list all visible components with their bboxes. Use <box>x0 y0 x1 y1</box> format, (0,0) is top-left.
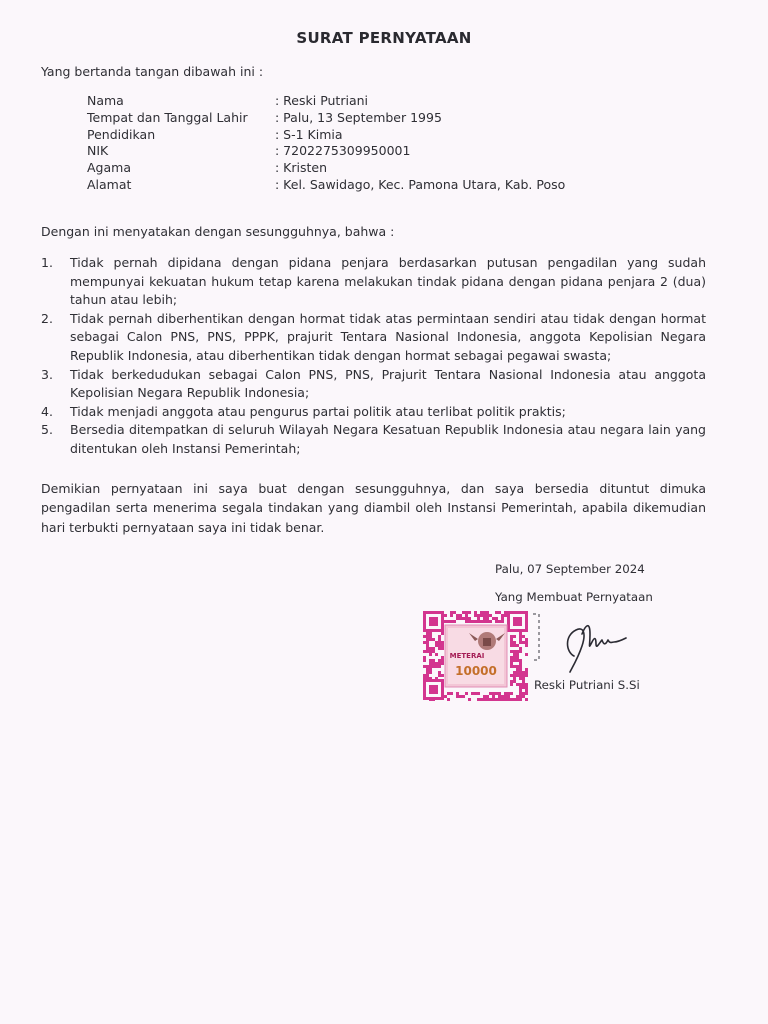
list-item-text: Tidak pernah dipidana dengan pidana penjara berdasarkan putusan pengadilan yang sudah mempunyai kekuatan hukum tetap karena melakukan tindak pidana dengan pidana penjara 2 (dua) tahun atau lebih; <box>70 255 706 308</box>
place-date: Palu, 07 September 2024 <box>495 562 645 576</box>
identity-value: : Reski Putriani <box>275 93 369 108</box>
meterai-label: METERAI <box>449 652 485 660</box>
signer-name: Reski Putriani S.Si <box>534 678 640 692</box>
list-item-number: 1. <box>41 255 53 270</box>
identity-table <box>87 93 565 194</box>
identity-row-birth <box>87 110 565 127</box>
identity-value: : Palu, 13 September 1995 <box>275 109 442 125</box>
list-item <box>41 403 706 422</box>
identity-row-religion <box>87 160 565 177</box>
identity-label: NIK <box>87 143 109 159</box>
identity-row-name <box>87 93 565 110</box>
document-title: SURAT PERNYATAAN <box>296 29 472 47</box>
identity-label: Pendidikan <box>87 126 156 142</box>
identity-label: Agama <box>87 160 131 176</box>
list-item <box>41 254 706 310</box>
identity-label: Nama <box>87 93 124 108</box>
stamp-bracket <box>531 612 543 662</box>
identity-value: : S-1 Kimia <box>275 126 343 142</box>
identity-value: : Kristen <box>275 160 328 176</box>
closing-paragraph: Demikian pernyataan ini saya buat dengan sesungguhnya, dan saya bersedia dituntut dimuka pengadilan serta menerima segala tindakan yang diambil oleh Instansi Pemerintah, apabila dikemudian hari terbukti pernyataan saya ini tidak benar. <box>41 481 706 535</box>
identity-value: : Kel. Sawidago, Kec. Pamona Utara, Kab. Poso <box>275 176 566 192</box>
signature-image <box>560 612 632 674</box>
list-item <box>41 421 706 458</box>
list-item-number: 4. <box>41 403 53 419</box>
meterai-stamp <box>423 611 530 701</box>
identity-row-address <box>87 177 565 194</box>
statement-intro: Dengan ini menyatakan dengan sesungguhnya, bahwa : <box>41 224 395 239</box>
identity-row-education <box>87 127 565 144</box>
meterai-value: 10000 <box>455 664 497 678</box>
list-item <box>41 310 706 366</box>
list-item-number: 2. <box>41 310 53 326</box>
list-item-text: Tidak menjadi anggota atau pengurus partai politik atau terlibat politik praktis; <box>70 403 566 419</box>
identity-value: : 7202275309950001 <box>275 143 411 159</box>
identity-row-nik <box>87 143 565 160</box>
list-item-number: 3. <box>41 366 53 382</box>
identity-label: Tempat dan Tanggal Lahir <box>87 109 248 125</box>
meterai-stamp-graphic <box>423 611 530 701</box>
intro-text: Yang bertanda tangan dibawah ini : <box>41 64 264 79</box>
list-item-text: Tidak pernah diberhentikan dengan hormat tidak atas permintaan sendiri atau tidak dengan hormat sebagai Calon PNS, PNS, PPPK, prajurit Tentara Nasional Indonesia, anggota Kepolisian Negara Republik Indonesia, atau diberhentikan tidak dengan hormat sebagai pegawai swasta; <box>70 310 706 363</box>
maker-label: Yang Membuat Pernyataan <box>495 590 653 604</box>
list-item-text: Bersedia ditempatkan di seluruh Wilayah Negara Kesatuan Republik Indonesia atau negara lain yang ditentukan oleh Instansi Pemerintah; <box>70 422 706 456</box>
list-item-text: Tidak berkedudukan sebagai Calon PNS, PNS, Prajurit Tentara Nasional Indonesia atau anggota Kepolisian Negara Republik Indonesia; <box>70 366 706 401</box>
identity-label: Alamat <box>87 176 132 192</box>
list-item <box>41 366 706 403</box>
list-item-number: 5. <box>41 422 53 438</box>
statement-list <box>41 254 706 459</box>
